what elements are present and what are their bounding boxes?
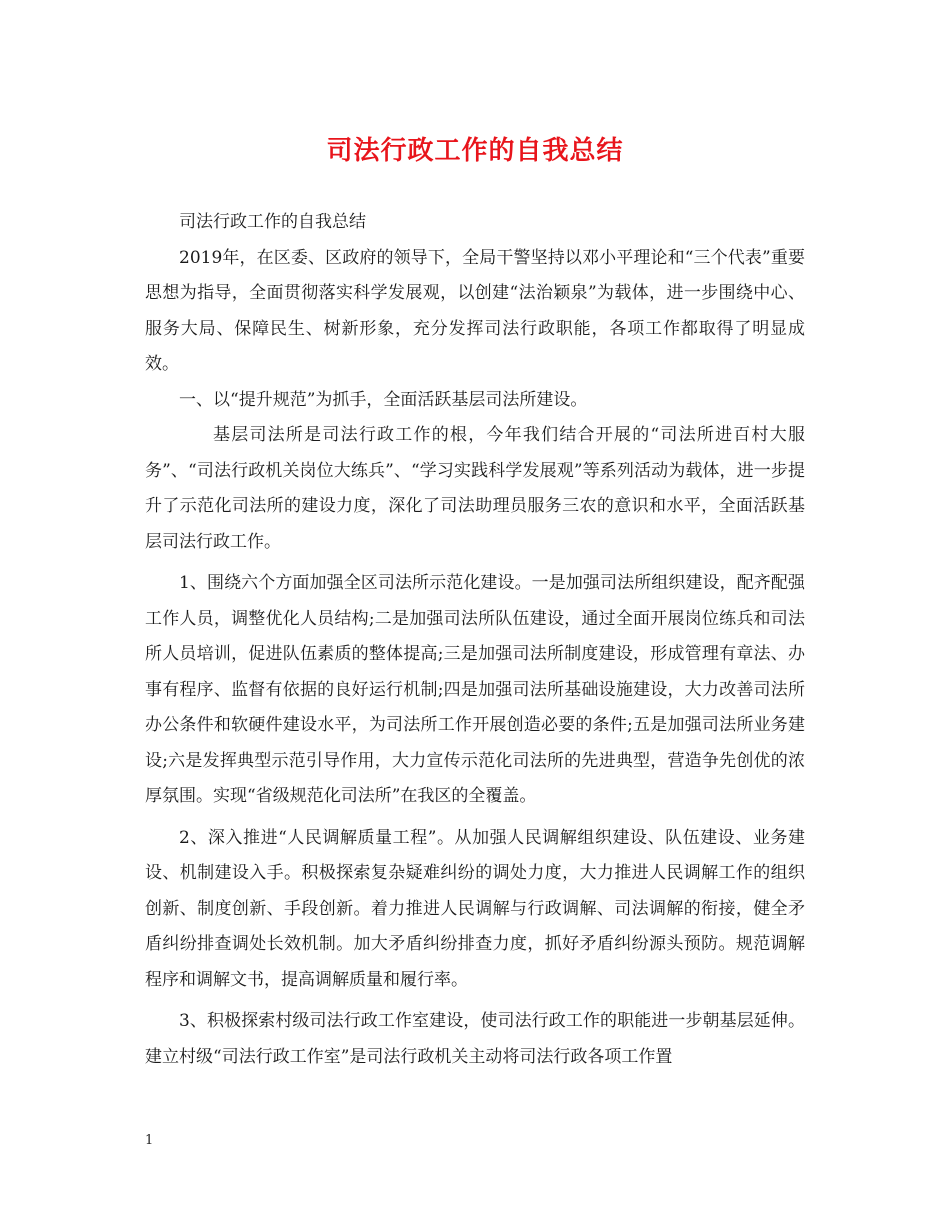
document-body [145, 205, 805, 1075]
document-title: 司法行政工作的自我总结 [326, 136, 624, 166]
section-intro-paragraph: 基层司法所是司法行政工作的根，今年我们结合开展的“司法所进百村大服务”、“司法行政机关岗位大练兵”、“学习实践科学发展观”等系列活动为载体，进一步提升了示范化司法所的建设力度，深化了司法助理员服务三农的意识和水平，全面活跃基层司法行政工作。 [145, 425, 805, 552]
item-2-paragraph: 2、深入推进“人民调解质量工程”。从加强人民调解组织建设、队伍建设、业务建设、机制建设入手。积极探索复杂疑难纠纷的调处力度，大力推进人民调解工作的组织创新、制度创新、手段创新。着力推进人民调解与行政调解、司法调解的衔接，健全矛盾纠纷排查调处长效机制。加大矛盾纠纷排查力度，抓好矛盾纠纷源头预防。规范调解程序和调解文书，提高调解质量和履行率。 [145, 827, 805, 990]
item-1-paragraph: 1、围绕六个方面加强全区司法所示范化建设。一是加强司法所组织建设，配齐配强工作人员，调整优化人员结构;二是加强司法所队伍建设，通过全面开展岗位练兵和司法所人员培训，促进队伍素质的整体提高;三是加强司法所制度建设，形成管理有章法、办事有程序、监督有依据的良好运行机制;四是加强司法所基础设施建设，大力改善司法所办公条件和软硬件建设水平，为司法所工作开展创造必要的条件;五是加强司法所业务建设;六是发挥典型示范引导作用，大力宣传示范化司法所的先进典型，营造争先创优的浓厚氛围。实现“省级规范化司法所”在我区的全覆盖。 [145, 573, 805, 806]
section-heading: 一、以“提升规范”为抓手，全面活跃基层司法所建设。 [179, 389, 588, 410]
subtitle-paragraph: 司法行政工作的自我总结 [179, 212, 366, 232]
intro-paragraph: 2019年，在区委、区政府的领导下，全局干警坚持以邓小平理论和“三个代表”重要思想为指导，全面贯彻落实科学发展观，以创建“法治颖泉”为载体，进一步围绕中心、服务大局、保障民生、树新形象，充分发挥司法行政职能，各项工作都取得了明显成效。 [145, 247, 805, 374]
item-3-paragraph: 3、积极探索村级司法行政工作室建设，使司法行政工作的职能进一步朝基层延伸。建立村级“司法行政工作室”是司法行政机关主动将司法行政各项工作置 [145, 1011, 805, 1067]
page-number: 1 [145, 1133, 154, 1148]
